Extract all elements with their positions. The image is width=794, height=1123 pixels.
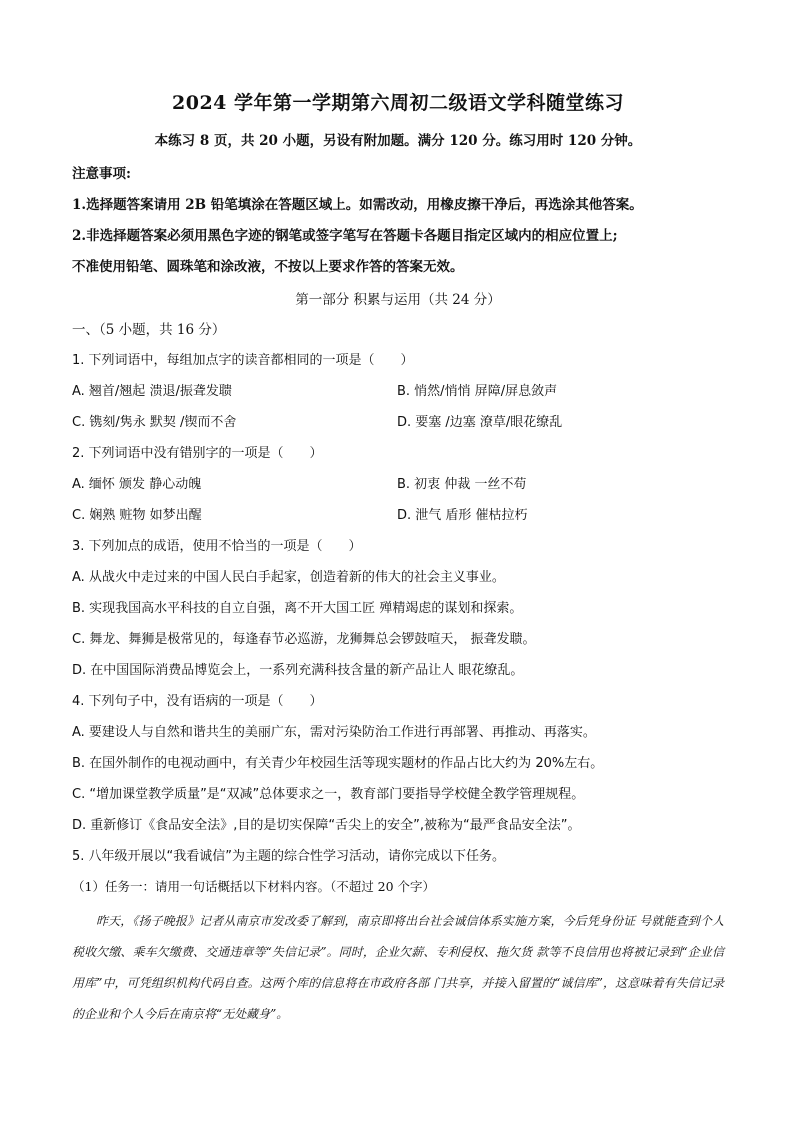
reading-passage: 昨天，《扬子晚报》记者从南京市发改委了解到，南京即将出台社会诚信体系实施方案，今后凭身份证 号就能查到个人税收欠缴、乘车欠缴费、交通违章等“失信记录”。同时，企业欠薪、专利侵权、拖欠货 款等不良信用也将被记录到“企业信用库”中，可凭组织机构代码自查。这两个库的信息将在市政府各部 门共享，并接入留置的“诚信库”，这意味着有失信记录的企业和个人今后在南京将“无处藏身”。 bbox=[72, 914, 724, 1021]
option-row bbox=[72, 376, 724, 407]
part-title: 第一部分 积累与运用（共 24 分） bbox=[295, 292, 501, 308]
notes-line-1: 1.选择题答案请用 2B 铅笔填涂在答题区域上。如需改动，用橡皮擦干净后，再选涂其他答案。 bbox=[72, 197, 643, 213]
option-row bbox=[72, 500, 724, 531]
option-c: C. 娴熟 赃物 如梦出醒 bbox=[72, 508, 202, 523]
question-4 bbox=[72, 686, 724, 841]
option-d: D. 重新修订《食品安全法》,目的是切实保障“舌尖上的安全”,被称为“最严食品安全法”。 bbox=[72, 818, 581, 833]
option-a: A. 从战火中走过来的中国人民白手起家，创造着新的伟大的社会主义事业。 bbox=[72, 570, 505, 585]
question-stem: 1. 下列词语中，每组加点字的读音都相同的一项是（ ） bbox=[72, 353, 414, 368]
option-c: C. 舞龙、舞狮是极常见的，每逢春节必巡游，龙狮舞总会锣鼓喧天， 振聋发聩。 bbox=[72, 632, 536, 647]
exam-info: 本练习 8 页，共 20 小题，另设有附加题。满分 120 分。练习用时 120 分钟。 bbox=[154, 133, 642, 149]
option-c: C. 镌刻/隽永 默契 /锲而不舍 bbox=[72, 415, 237, 430]
notes-line-2: 2.非选择题答案必须用黑色字迹的钢笔或签字笔写在答题卡各题目指定区域内的相应位置上; bbox=[72, 228, 618, 244]
notes-heading: 注意事项: bbox=[72, 166, 131, 182]
option-b: B. 悄然/悄悄 屏障/屏息敛声 bbox=[397, 384, 558, 399]
option-b: B. 初衷 仲裁 一丝不苟 bbox=[397, 477, 527, 492]
question-stem: 5. 八年级开展以“我看诚信”为主题的综合性学习活动，请你完成以下任务。 bbox=[72, 849, 506, 864]
option-b: B. 实现我国高水平科技的自立自强，离不开大国工匠 殚精竭虑的谋划和探索。 bbox=[72, 601, 523, 616]
option-d: D. 泄气 盾形 催枯拉朽 bbox=[397, 508, 528, 523]
question-stem: 4. 下列句子中，没有语病的一项是（ ） bbox=[72, 694, 323, 709]
option-row bbox=[72, 469, 724, 500]
question-3 bbox=[72, 531, 724, 686]
question-stem: 3. 下列加点的成语，使用不恰当的一项是（ ） bbox=[72, 539, 362, 554]
option-c: C. “增加课堂教学质量”是“双减”总体要求之一，教育部门要指导学校健全教学管理规程。 bbox=[72, 787, 585, 802]
page-title: 2024 学年第一学期第六周初二级语文学科随堂练习 bbox=[172, 92, 624, 114]
task-1: （1）任务一：请用一句话概括以下材料内容。（不超过 20 个字） bbox=[72, 879, 436, 894]
section-title: 一、（5 小题，共 16 分） bbox=[72, 322, 226, 338]
option-a: A. 缅怀 颁发 静心动魄 bbox=[72, 477, 202, 492]
option-d: D. 要塞 /边塞 潦草/眼花缭乱 bbox=[397, 415, 563, 430]
option-a: A. 翘首/翘起 溃退/振聋发聩 bbox=[72, 384, 232, 399]
option-b: B. 在国外制作的电视动画中，有关青少年校园生活等现实题材的作品占比大约为 20%左右。 bbox=[72, 756, 604, 771]
option-d: D. 在中国国际消费品博览会上，一系列充满科技含量的新产品让人 眼花缭乱。 bbox=[72, 663, 524, 678]
option-row bbox=[72, 407, 724, 438]
question-1 bbox=[72, 345, 724, 438]
question-stem: 2. 下列词语中没有错别字的一项是（ ） bbox=[72, 446, 323, 461]
option-a: A. 要建设人与自然和谐共生的美丽广东，需对污染防治工作进行再部署、再推动、再落实。 bbox=[72, 725, 596, 740]
question-2 bbox=[72, 438, 724, 531]
notes-line-3: 不准使用铅笔、圆珠笔和涂改液，不按以上要求作答的答案无效。 bbox=[72, 259, 464, 275]
notes-block bbox=[72, 159, 724, 283]
question-5 bbox=[72, 841, 724, 1030]
